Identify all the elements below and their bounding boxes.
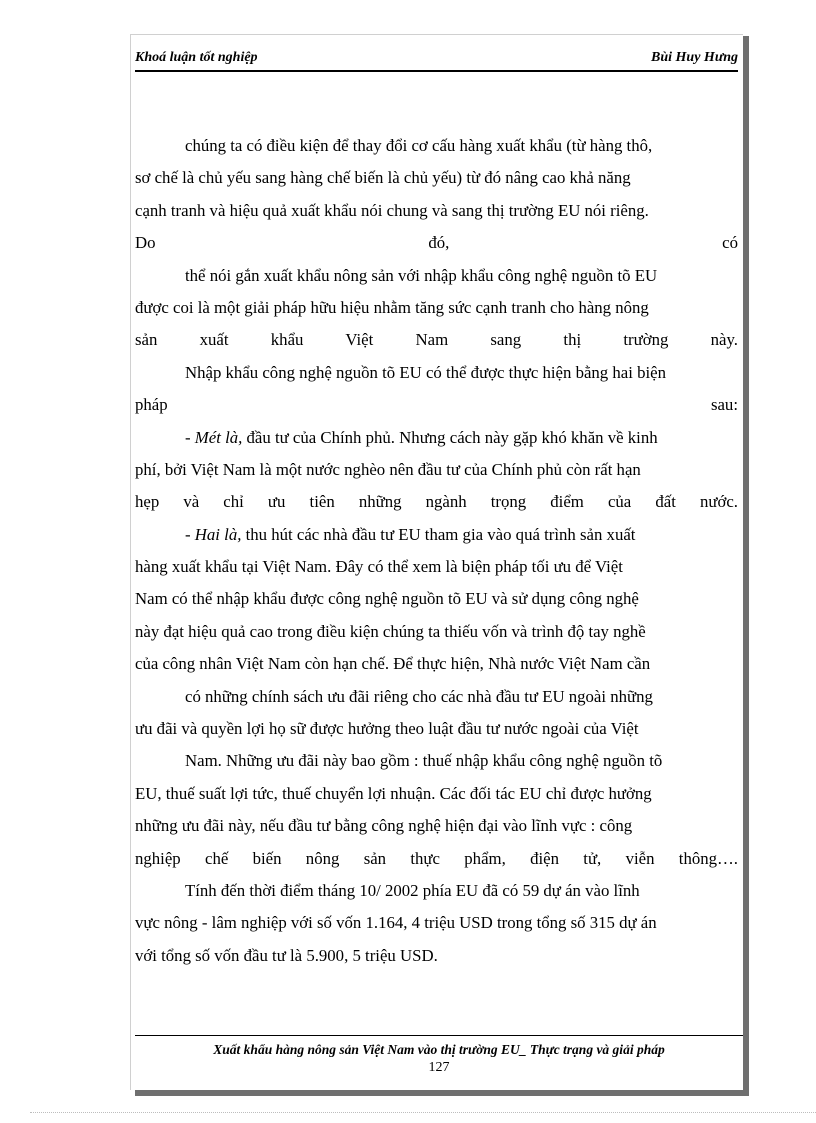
text-line: hẹp và chỉ ưu tiên những ngành trọng điểm của đất nước. <box>135 492 738 512</box>
word: đó, <box>428 233 450 253</box>
page-number: 127 <box>428 1060 450 1075</box>
text-line: của công nhân Việt Nam còn hạn chế. Để thực hiện, Nhà nước Việt Nam cần <box>135 654 651 674</box>
line-rest: đầu tư của Chính phủ. Nhưng cách này gặp khó khăn về kinh <box>242 427 658 447</box>
text-line: cạnh tranh và hiệu quả xuất khẩu nói chung và sang thị trường EU nói riêng. <box>135 200 649 220</box>
text-line <box>135 389 738 421</box>
text-line: nghiệp chế biến nông sản thực phẩm, điện tử, viễn thông…. <box>135 848 738 868</box>
text-line: EU, thuế suất lợi tức, thuế chuyển lợi nhuận. Các đối tác EU chỉ được hưởng <box>135 783 652 803</box>
emphasis-first: Mét là, <box>194 427 243 447</box>
text-line: chúng ta có điều kiện để thay đổi cơ cấu hàng xuất khẩu (từ hàng thô, <box>185 136 653 155</box>
header-author: Bùi Huy Hưng <box>651 50 738 65</box>
text-line: vực nông - lâm nghiệp với số vốn 1.164, 4 triệu USD trong tổng số 315 dự án <box>135 913 657 933</box>
text-line: Nam. Những ưu đãi này bao gồm : thuế nhập khẩu công nghệ nguồn tõ <box>185 751 663 771</box>
body-text <box>135 130 738 972</box>
text-line: với tổng số vốn đầu tư là 5.900, 5 triệu USD. <box>135 945 438 965</box>
word: pháp <box>135 395 168 415</box>
text-line: hàng xuất khẩu tại Việt Nam. Đây có thể xem là biện pháp tối ưu để Việt <box>135 557 623 577</box>
text-line: sản xuất khẩu Việt Nam sang thị trường này. <box>135 330 738 350</box>
text-line <box>135 227 738 259</box>
text-line: thể nói gắn xuất khẩu nông sản với nhập khẩu công nghệ nguồn tõ EU <box>185 265 658 285</box>
text-line: Nhập khẩu công nghệ nguồn tõ EU có thể được thực hiện bằng hai biện <box>185 362 666 382</box>
text-line: có những chính sách ưu đãi riêng cho các nhà đầu tư EU ngoài những <box>185 686 653 706</box>
text-line <box>135 519 738 551</box>
text-line: Tính đến thời điểm tháng 10/ 2002 phía EU đã có 59 dự án vào lĩnh <box>185 880 640 900</box>
text-line: được coi là một giải pháp hữu hiệu nhằm tăng sức cạnh tranh cho hàng nông <box>135 297 649 317</box>
text-line: phí, bởi Việt Nam là một nước nghèo nên đầu tư của Chính phủ còn rất hạn <box>135 459 641 479</box>
text-line: Nam có thể nhập khẩu được công nghệ nguồn tõ EU và sử dụng công nghệ <box>135 589 639 609</box>
emphasis-second: Hai là, <box>194 524 242 544</box>
page-break-dotted-line <box>30 1112 816 1113</box>
text-line: sơ chế là chủ yếu sang hàng chế biến là chủ yếu) từ đó nâng cao khả năng <box>135 168 631 188</box>
text-line: ưu đãi và quyền lợi họ sữ được hưởng theo luật đầu tư nước ngoài của Việt <box>135 719 639 739</box>
text-line: này đạt hiệu quả cao trong điều kiện chúng ta thiếu vốn và trình độ tay nghề <box>135 621 646 641</box>
text-line: những ưu đãi này, nếu đầu tư bằng công nghệ hiện đại vào lĩnh vực : công <box>135 816 633 836</box>
footer-title: Xuất khẩu hàng nông sản Việt Nam vào thị trường EU_ Thực trạng và giải pháp <box>213 1042 665 1057</box>
page-shadow-right <box>743 36 749 1096</box>
dash: - <box>185 427 195 447</box>
dash: - <box>185 524 195 544</box>
text-line <box>135 422 738 454</box>
page-shadow-bottom <box>135 1090 749 1096</box>
page-header <box>135 48 738 72</box>
word: sau: <box>710 395 738 415</box>
line-rest: thu hút các nhà đầu tư EU tham gia vào quá trình sản xuất <box>241 524 636 544</box>
header-left-title: Khoá luận tốt nghiệp <box>135 50 258 65</box>
word: có <box>722 233 738 253</box>
footer-rule <box>135 1035 743 1036</box>
word: Do <box>135 233 156 253</box>
